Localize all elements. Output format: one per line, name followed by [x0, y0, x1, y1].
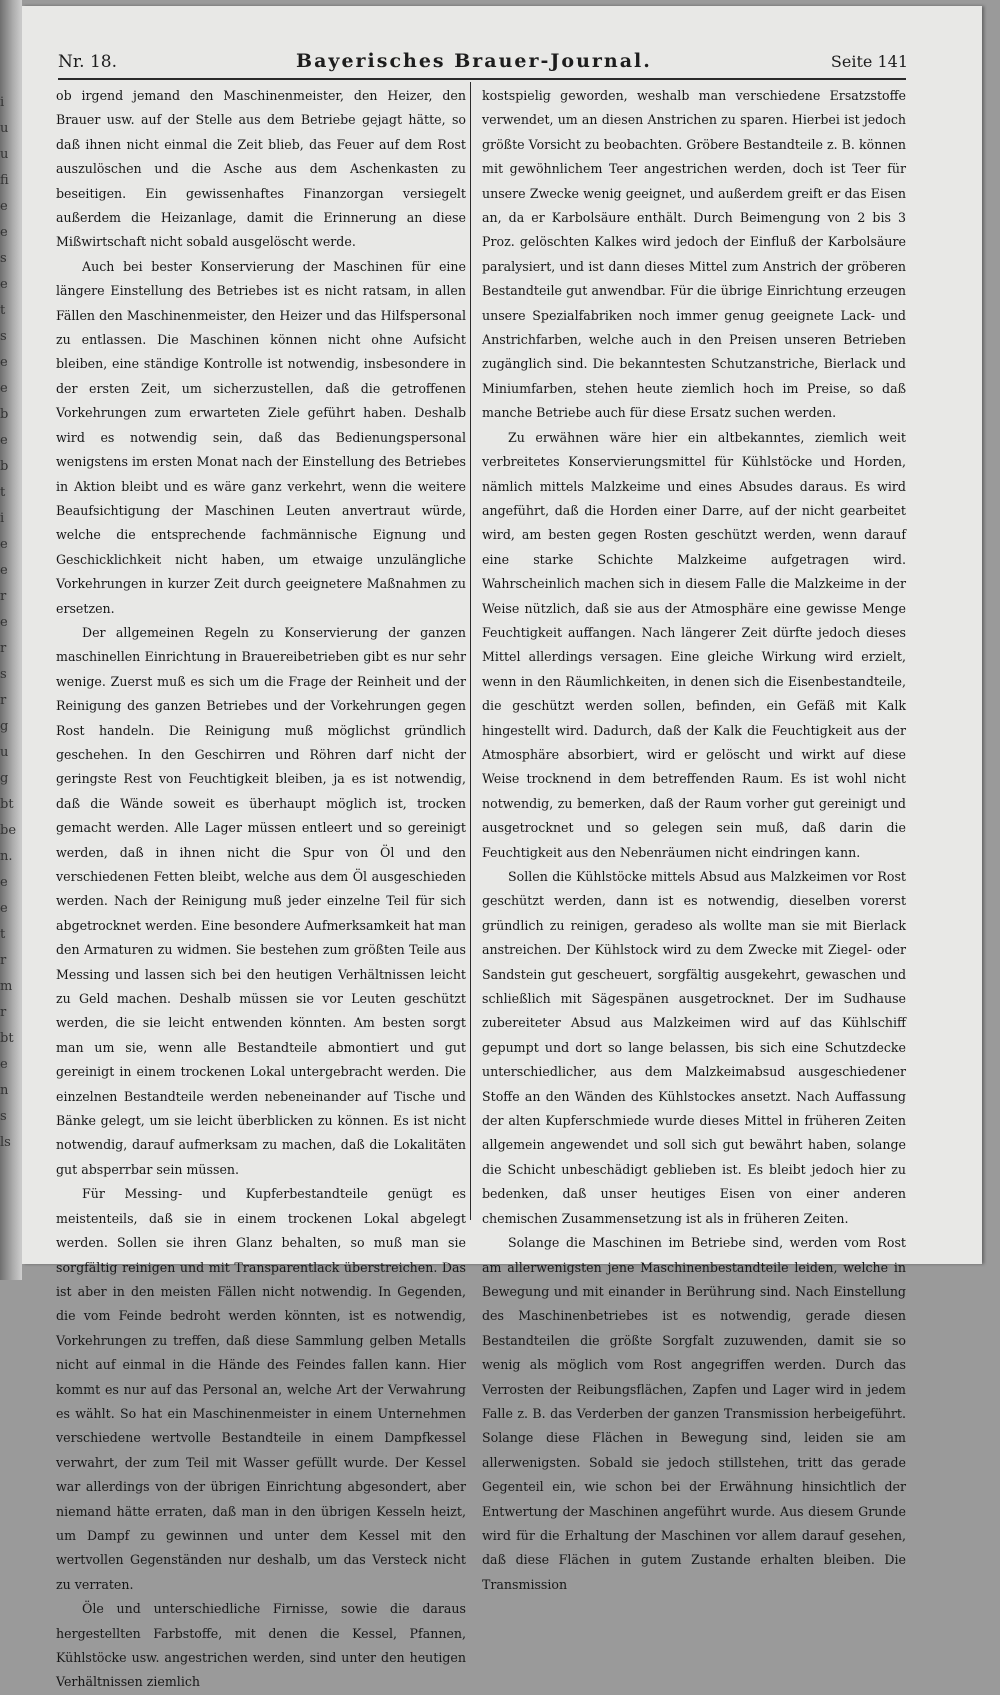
left-column [56, 84, 466, 1695]
adjacent-fragment: e [0, 433, 8, 448]
adjacent-fragment: r [0, 693, 7, 708]
journal-title: Bayerisches Brauer-Journal. [296, 50, 652, 72]
paragraph: kostspielig geworden, weshalb man verschiedene Ersatzstoffe verwendet, um an diesen Anstrichen zu sparen. Hierbei ist jedoch größte Vorsicht zu beobachten. Gröbere Bestandteile z. B. können mit gewöhnlichem Teer angestrichen werden, doch ist Teer für unsere Zwecke wenig geeignet, und außerdem greift er das Eisen an, da er Karbolsäure enthält. Durch Beimengung von 2 bis 3 Proz. gelöschten Kalkes wird jedoch der Einfluß der Karbolsäure paralysiert, und ist dann dieses Mittel zum Anstrich der gröberen Bestandteile gut anwendbar. Für die übrige Einrichtung erzeugen unsere Spezialfabriken noch immer genug geeignete Lack- und Anstrichfarben, welche auch in den Preisen unseren Betrieben zugänglich sind. Die bekanntesten Schutzanstriche, Bierlack und Miniumfarben, stehen heute ziemlich hoch im Preise, so daß manche Betriebe auch für diese Ersatz suchen werden. [482, 88, 906, 421]
paragraph: ob irgend jemand den Maschinenmeister, den Heizer, den Brauer usw. auf der Stelle aus dem Betriebe gejagt hätte, so daß ihnen nicht einmal die Zeit blieb, das Feuer auf dem Rost auszulöschen und die Asche aus dem Aschenkasten zu beseitigen. Ein gewissenhaftes Finanzorgan versiegelt außerdem die Heizanlage, damit die Erinnerung an diese Mißwirtschaft nicht sobald ausgelöscht werde. [56, 88, 466, 250]
adjacent-fragment: n [0, 1083, 9, 1098]
adjacent-fragment: u [0, 745, 9, 760]
adjacent-fragment: e [0, 875, 8, 890]
adjacent-fragment: r [0, 641, 7, 656]
adjacent-fragment: t [0, 485, 6, 500]
adjacent-fragment: e [0, 563, 8, 578]
adjacent-fragment: u [0, 121, 9, 136]
adjacent-fragment: be [0, 823, 17, 838]
paragraph: Sollen die Kühlstöcke mittels Absud aus Malzkeimen vor Rost geschützt werden, dann ist es notwendig, dieselben vorerst gründlich zu reinigen, geradeso als wollte man sie mit Bierlack anstreichen. Der Kühlstock wird zu dem Zwecke mit Ziegel- oder Sandstein gut gescheuert, sorgfältig ausgekehrt, gewaschen und schließlich mit Sägespänen ausgetrocknet. Der im Sudhause zubereiteter Absud aus Malzkeimen wird auf das Kühlschiff gepumpt und dort so lange belassen, bis sich eine Schutzdecke unterschiedlicher, aus dem Malzkeimabsud ausgeschiedener Stoffe an den Wänden des Kühlstockes ansetzt. Nach Auffassung der alten Kupferschmiede wurde dieses Mittel in früheren Zeiten allgemein angewendet und soll sich gut bewährt haben, solange die Schicht unbeschädigt geblieben ist. Es bleibt jedoch hier zu bedenken, daß unser heutiges Eisen von einer anderen chemischen Zusammensetzung ist als in früheren Zeiten. [482, 869, 906, 1226]
adjacent-fragment: b [0, 459, 9, 474]
adjacent-fragment: s [0, 329, 7, 344]
adjacent-fragment: e [0, 199, 8, 214]
adjacent-fragment: g [0, 719, 9, 734]
adjacent-fragment: s [0, 667, 7, 682]
paragraph: Für Messing- und Kupferbestandteile genügt es meistenteils, daß sie in einem trockenen Lokal abgelegt werden. Sollen sie ihren Glanz behalten, so muß man sie sorgfältig reinigen und mit Transparentlack überstreichen. Das ist aber in den meisten Fällen nicht notwendig. In Gegenden, die vom Feinde bedroht werden könnten, ist es notwendig, Vorkehrungen zu treffen, daß diese Sammlung gelben Metalls nicht auf einmal in die Hände des Feindes fallen kann. Hier kommt es nur auf das Personal an, welche Art der Verwahrung es wählt. So hat ein Maschinenmeister in einem Unternehmen verschiedene wertvolle Bestandteile in einem Dampfkessel verwahrt, der zum Teil mit Wasser gefüllt wurde. Der Kessel war allerdings von der übrigen Einrichtung abgesondert, aber niemand hätte erraten, daß man in den übrigen Kesseln heizt, um Dampf zu gewinnen und unter dem Kessel mit den wertvollen Gegenständen nur deshalb, um das Versteck nicht zu verraten. [56, 1186, 466, 1592]
adjacent-fragment: e [0, 901, 8, 916]
adjacent-fragment: e [0, 615, 8, 630]
column-divider [470, 82, 471, 1220]
header-rule [58, 78, 906, 80]
page-header [58, 50, 908, 76]
adjacent-fragment: fi [0, 173, 9, 188]
adjacent-fragment: s [0, 251, 7, 266]
page-number: Seite 141 [830, 52, 908, 71]
adjacent-fragment: e [0, 537, 8, 552]
paragraph: Auch bei bester Konservierung der Maschinen für eine längere Einstellung des Betriebes ist es nicht ratsam, in allen Fällen den Maschinenmeister, den Heizer und das Hilfspersonal zu entlassen. Die Maschinen können nicht ohne Aufsicht bleiben, eine ständige Kontrolle ist notwendig, insbesondere in der ersten Zeit, um sicherzustellen, daß die getroffenen Vorkehrungen zum erwarteten Ziele geführt haben. Deshalb wird es notwendig sein, daß das Bedienungspersonal wenigstens im ersten Monat nach der Einstellung des Betriebes in Aktion bleibt und es wäre ganz verkehrt, wenn die weitere Beaufsichtigung der Maschinen Leuten anvertraut würde, welche die entsprechende fachmännische Eignung und Geschicklichkeit nicht haben, um etwaige unzulängliche Vorkehrungen in kurzer Zeit durch geeignetere Maßnahmen zu ersetzen. [56, 258, 466, 616]
paragraph: Zu erwähnen wäre hier ein altbekanntes, ziemlich weit verbreitetes Konservierungsmittel für Kühlstöcke und Horden, nämlich mittels Malzkeime und eines Absudes daraus. Es wird angeführt, daß die Horden einer Darre, auf der nicht gearbeitet wird, am besten gegen Rosten geschützt werden, wenn darauf eine starke Schichte Malzkeime aufgetragen wird. Wahrscheinlich machen sich in diesem Falle die Malzkeime in der Weise nützlich, daß sie aus der Atmosphäre eine gewisse Menge Feuchtigkeit auffangen. Nach längerer Zeit dürfte jedoch dieses Mittel allerdings versagen. Eine gleiche Wirkung wird erzielt, wenn in den Räumlichkeiten, in denen sich die Eisenbestandteile, die geschützt werden sollen, befinden, ein Gefäß mit Kalk hingestellt wird. Dadurch, daß der Kalk die Feuchtigkeit aus der Atmosphäre absorbiert, wird er gelöscht und wirkt auf diese Weise trocknend in dem betreffenden Raum. Es ist wohl nicht notwendig, zu bemerken, daß der Raum vorher gut gereinigt und ausgetrocknet und so gelegen sein muß, daß darin die Feuchtigkeit aus den Nebenräumen nicht eindringen kann. [482, 429, 906, 860]
adjacent-fragment: m [0, 979, 13, 994]
adjacent-fragment: i [0, 95, 5, 110]
adjacent-fragment: s [0, 1109, 7, 1124]
paragraph: Der allgemeinen Regeln zu Konservierung der ganzen maschinellen Einrichtung in Brauereibetrieben gibt es nur sehr wenige. Zuerst muß es sich um die Frage der Reinheit und der Reinigung des ganzen Betriebes und der Vorkehrungen gegen Rost handeln. Die Reinigung muß möglichst gründlich geschehen. In den Geschirren und Röhren darf nicht der geringste Rest von Feuchtigkeit bleiben, ja es ist notwendig, daß die Wände soweit es überhaupt möglich ist, trocken gemacht werden. Alle Lager müssen entleert und so gereinigt werden, daß in ihnen nicht die Spur von Öl und den verschiedenen Fetten bleibt, welche aus dem Öl ausgeschieden werden. Nach der Reinigung muß jeder einzelne Teil für sich abgetrocknet werden. Eine besondere Aufmerksamkeit hat man den Armaturen zu widmen. Sie bestehen zum größten Teile aus Messing und lassen sich bei den heutigen Verhältnissen leicht zu Geld machen. Deshalb müssen sie vor Leuten geschützt werden, die sie leicht entwenden könnten. Am besten sorgt man um sie, wenn alle Bestandteile abmontiert und gut gereinigt in einem trockenen Lokal untergebracht werden. Die einzelnen Bestandteile werden nebeneinander auf Tische und Bänke gelegt, um sie leicht überblicken zu können. Es ist nicht notwendig, darauf aufmerksam zu machen, daß die Lokalitäten gut absperrbar sein müssen. [56, 624, 466, 1177]
adjacent-page-strip [0, 90, 18, 1250]
adjacent-fragment: e [0, 277, 8, 292]
paragraph: Solange die Maschinen im Betriebe sind, werden vom Rost am allerwenigsten jene Maschinenbestandteile leiden, welche in Bewegung und mit einander in Berührung sind. Nach Einstellung des Maschinenbetriebes ist es notwendig, gerade diesen Bestandteilen die größte Sorgfalt zuzuwenden, damit sie so wenig als möglich vom Rost angegriffen werden. Durch das Verrosten der Reibungsflächen, Zapfen und Lager wird in jedem Falle z. B. das Verderben der ganzen Transmission herbeigeführt. Solange diese Flächen in Bewegung sind, leiden sie am allerwenigsten. Sobald sie jedoch stillstehen, tritt das gerade Gegenteil ein, wie schon bei der Erwähnung hinsichtlich der Entwertung der Maschinen angeführt wurde. Aus diesem Grunde wird für die Erhaltung der Maschinen vor allem darauf gesehen, daß diese Flächen in gutem Zustande erhalten bleiben. Die Transmission [482, 1235, 906, 1592]
adjacent-fragment: e [0, 355, 8, 370]
adjacent-fragment: e [0, 1057, 8, 1072]
adjacent-fragment: e [0, 381, 8, 396]
adjacent-fragment: ls [0, 1135, 11, 1150]
adjacent-fragment: u [0, 147, 9, 162]
adjacent-fragment: i [0, 511, 5, 526]
adjacent-fragment: e [0, 225, 8, 240]
paragraph: Öle und unterschiedliche Firnisse, sowie die daraus hergestellten Farbstoffe, mit denen die Kessel, Pfannen, Kühlstöcke usw. angestrichen werden, sind unter den heutigen Verhältnissen ziemlich [56, 1601, 466, 1690]
adjacent-fragment: r [0, 953, 7, 968]
adjacent-fragment: r [0, 589, 7, 604]
adjacent-fragment: bt [0, 1031, 14, 1046]
adjacent-fragment: bt [0, 797, 14, 812]
adjacent-fragment: g [0, 771, 9, 786]
document-page [22, 6, 982, 1690]
adjacent-fragment: n. [0, 849, 13, 864]
adjacent-fragment: t [0, 303, 6, 318]
issue-number: Nr. 18. [58, 52, 117, 72]
adjacent-fragment: t [0, 927, 6, 942]
adjacent-fragment: r [0, 1005, 7, 1020]
adjacent-fragment: b [0, 407, 9, 422]
right-column [482, 84, 906, 1597]
